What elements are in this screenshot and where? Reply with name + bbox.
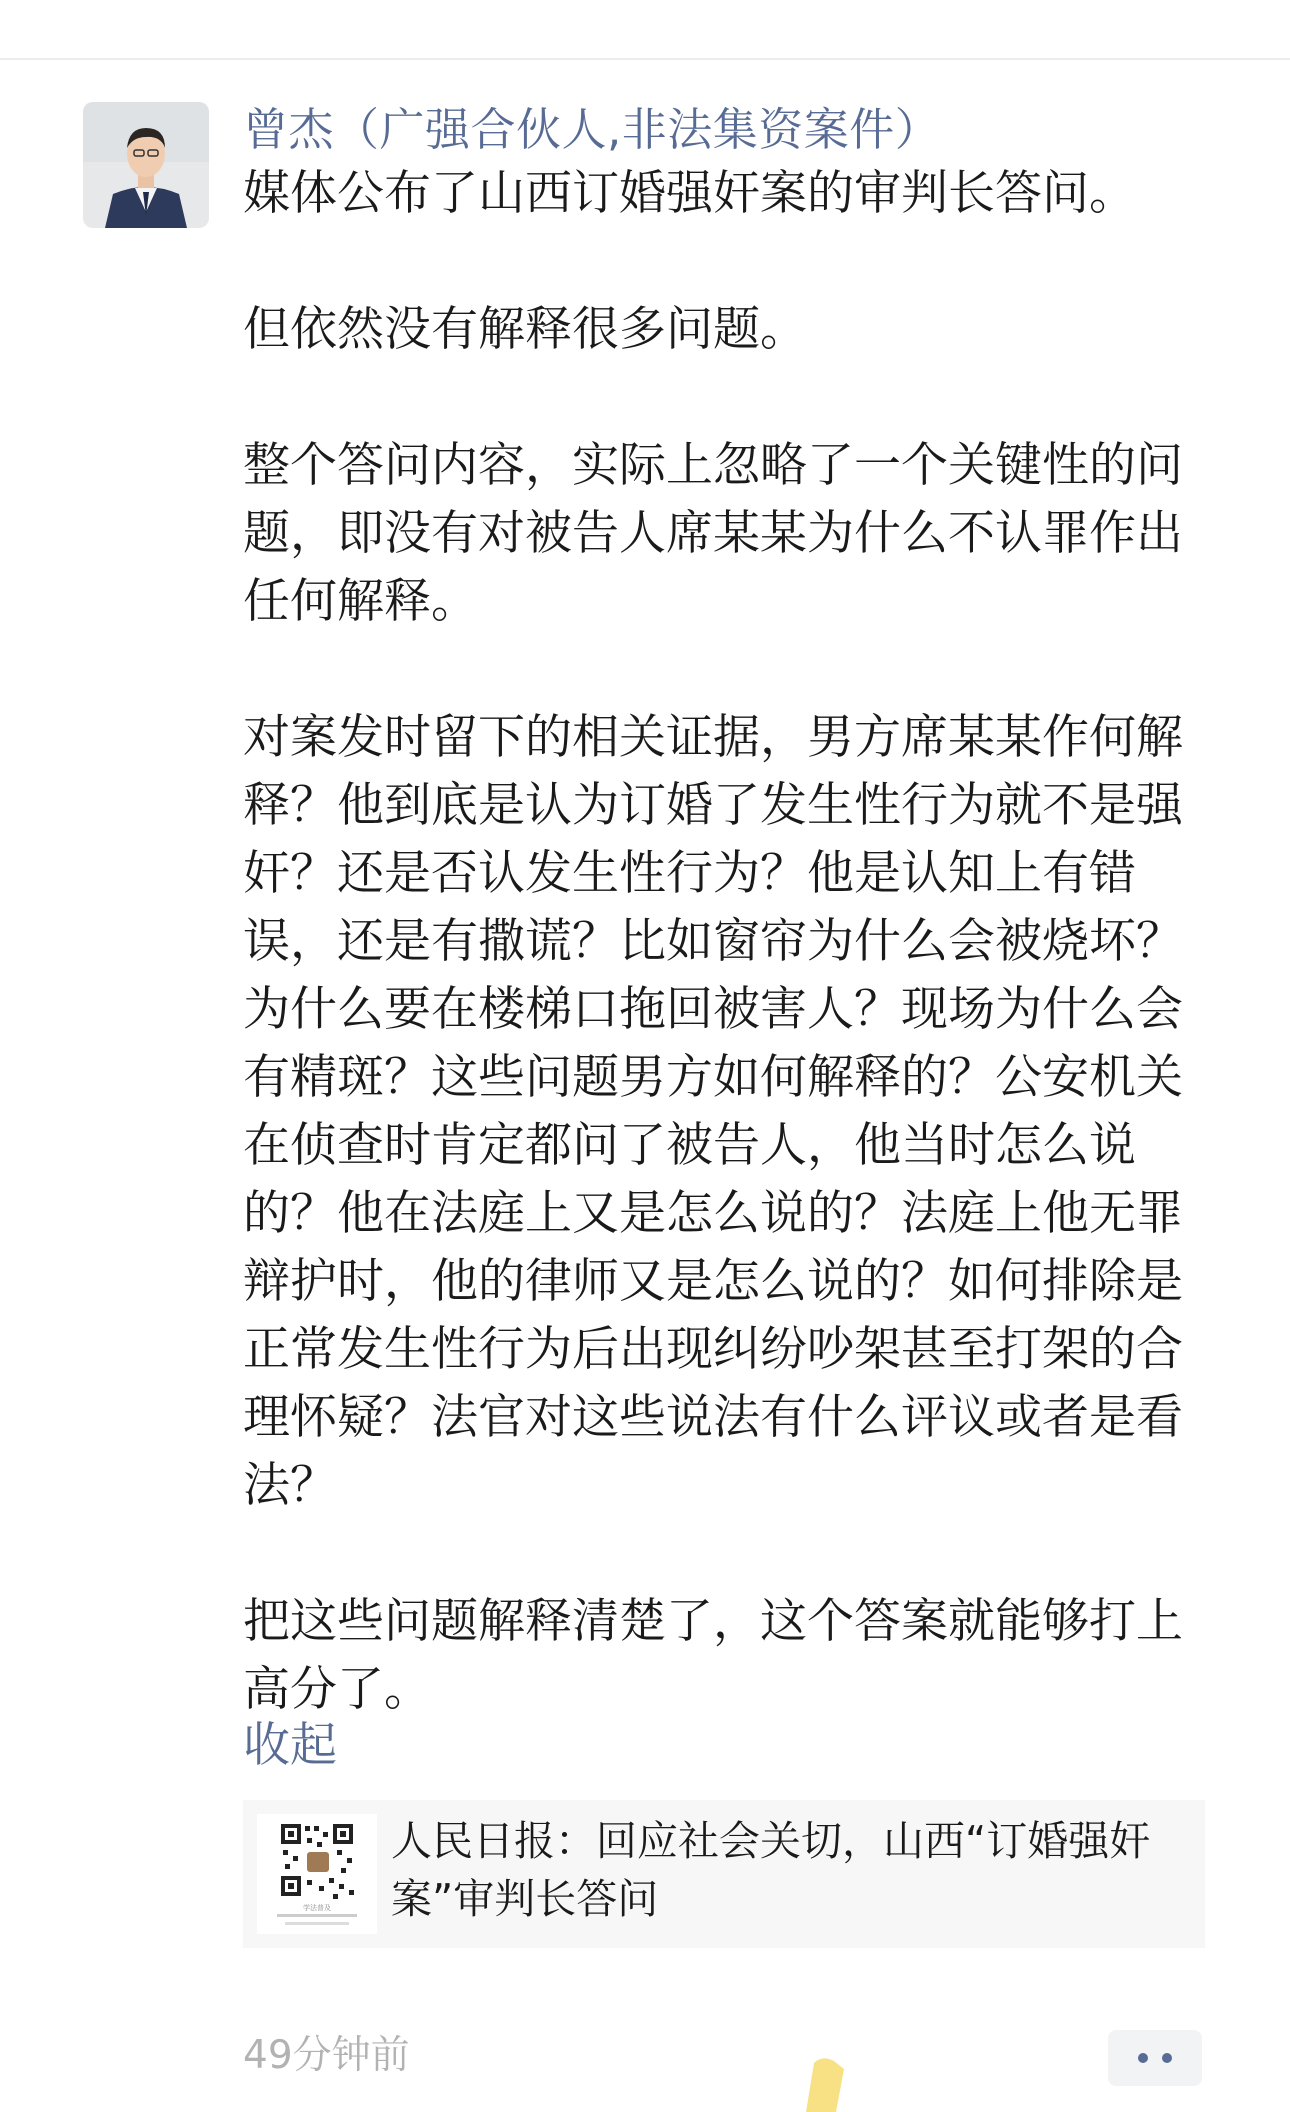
post-paragraph-2: 但依然没有解释很多问题。 xyxy=(243,302,807,357)
more-dots-icon xyxy=(1138,2053,1148,2063)
post-paragraph-1: 媒体公布了山西订婚强奸案的审判长答问。 xyxy=(243,166,1136,221)
qr-code-thumbnail-icon xyxy=(257,1814,377,1934)
thumbnail-caption: 学法普及 xyxy=(303,1904,331,1912)
article-thumbnail xyxy=(257,1814,377,1934)
post-content xyxy=(243,100,1223,1724)
post-paragraph-4: 对案发时留下的相关证据，男方席某某作何解释？他到底是认为订婚了发生性行为就不是强奸？还是否认发生性行为？他是认知上有错误，还是有撒谎？比如窗帘为什么会被烧坏？为什么要在楼梯口拖回被害人？现场为什么会有精斑？这些问题男方如何解释的？公安机关在侦查时肯定都问了被告人，他当时怎么说的？他在法庭上又是怎么说的？法庭上他无罪辩护时，他的律师又是怎么说的？如何排除是正常发生性行为后出现纠纷吵架甚至打架的合理怀疑？法官对这些说法有什么评议或者是看法？ xyxy=(243,710,1183,1513)
post-timestamp: 49分钟前 xyxy=(243,2033,410,2078)
avatar-portrait-image xyxy=(83,102,209,228)
author-name[interactable]: 曾杰（广强合伙人,非法集资案件） xyxy=(243,103,941,156)
top-divider xyxy=(0,58,1290,60)
shared-article-card[interactable] xyxy=(243,1800,1205,1948)
avatar[interactable] xyxy=(83,102,209,228)
highlight-stroke-decoration xyxy=(800,2055,860,2112)
collapse-link[interactable]: 收起 xyxy=(243,1718,337,1773)
more-options-button[interactable] xyxy=(1108,2030,1202,2086)
article-title: 人民日报：回应社会关切，山西“订婚强奸案”审判长答问 xyxy=(391,1817,1151,1923)
more-dots-icon xyxy=(1162,2053,1172,2063)
post-paragraph-5: 把这些问题解释清楚了，这个答案就能够打上高分了。 xyxy=(243,1594,1183,1717)
post-paragraph-3: 整个答问内容，实际上忽略了一个关键性的问题，即没有对被告人席某某为什么不认罪作出任何解释。 xyxy=(243,438,1183,629)
